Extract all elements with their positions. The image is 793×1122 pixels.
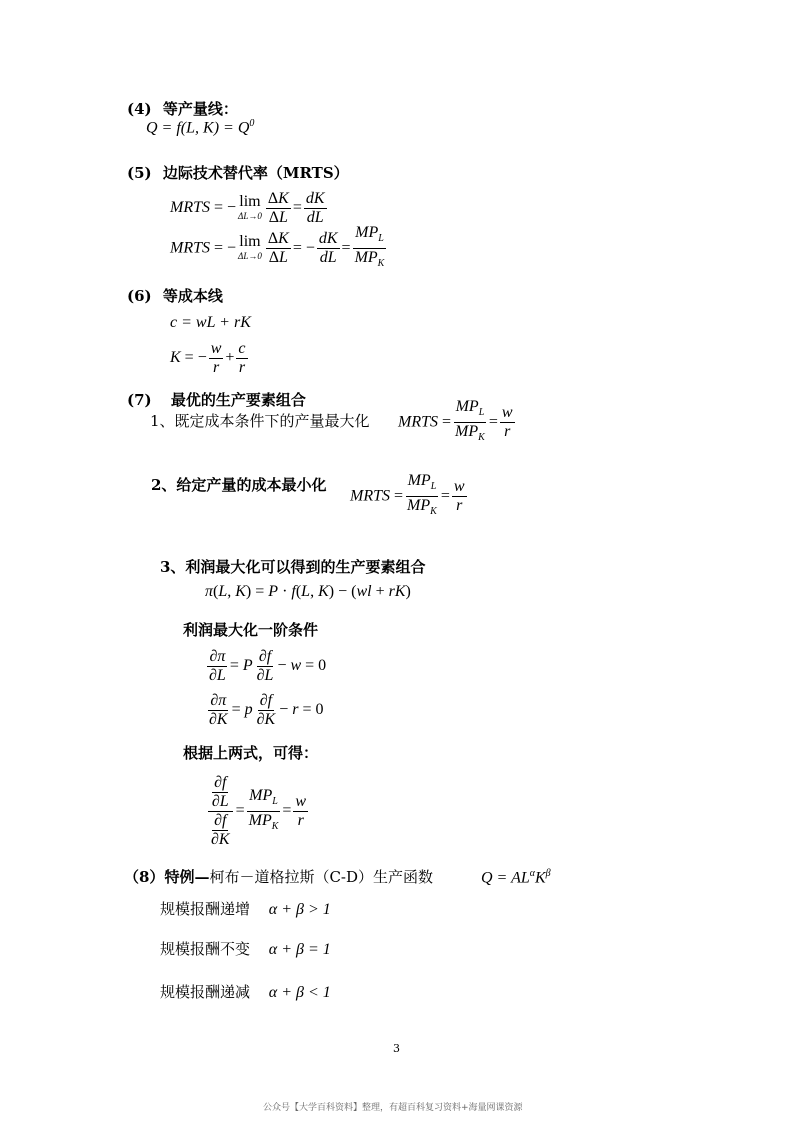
section-8-rest: 柯布－道格拉斯（C-D）生产函数	[209, 868, 434, 886]
section-5-title: 边际技术替代率（MRTS）	[162, 164, 349, 182]
returns-label: 规模报酬递减	[160, 983, 251, 1001]
returns-condition: α + β < 1	[268, 984, 331, 1001]
foc-formula-K: $\frac{\partial\pi}{\partial K}$ = p $\frac{\partial f}{\partial K}$ − r = 0	[209, 692, 324, 728]
section-4-title: 等产量线：	[162, 100, 238, 118]
footer-note: 公众号【大学百科资料】整理，有超百科复习资料+海量网课资源	[263, 1103, 523, 1113]
optimal-formula-2: MRTS = $\frac{MP_L}{MP_K}$ = $\frac{w}{r}$	[350, 472, 465, 518]
returns-row-3	[160, 981, 331, 1002]
returns-condition: α + β > 1	[268, 901, 331, 918]
mrts-formula-1: MRTS = − lim ΔL→0 $\frac{\Delta K}{\Delta L}$ = $\frac{dK}{dL}$	[170, 190, 325, 226]
section-6-number: (6)	[127, 287, 152, 305]
section-5-heading	[127, 162, 349, 183]
optimal-item-2: 2、给定产量的成本最小化	[151, 476, 327, 494]
section-8-heading	[124, 866, 433, 887]
returns-label: 规模报酬不变	[160, 940, 251, 958]
section-6-heading	[127, 285, 223, 306]
section-7-number: (7)	[127, 391, 152, 409]
foc-formula-L: $\frac{\partial\pi}{\partial L}$ = P $\frac{\partial f}{\partial L}$ − w = 0	[209, 648, 327, 684]
returns-row-2	[160, 938, 331, 959]
section-8-title: 特例—	[164, 868, 210, 886]
optimal-item-3: 3、利润最大化可以得到的生产要素组合	[160, 558, 426, 576]
returns-condition: α + β = 1	[268, 941, 331, 958]
section-6-title: 等成本线	[162, 287, 223, 305]
optimal-item-1: 1、既定成本条件下的产量最大化	[150, 412, 370, 430]
profit-function: π(L, K) = P · f(L, K) − (wl + rK)	[205, 583, 411, 600]
optimal-formula-1: MRTS = $\frac{MP_L}{MP_K}$ = $\frac{w}{r}$	[398, 398, 513, 444]
section-8-number: （8）	[124, 868, 165, 886]
isocost-formula-1: c = wL + rK	[170, 314, 251, 331]
section-5-number: (5)	[127, 164, 152, 182]
page-number: 3	[393, 1042, 400, 1055]
section-7-heading	[127, 389, 306, 410]
foc-heading: 利润最大化一阶条件	[183, 621, 319, 639]
section-4-heading	[127, 98, 238, 119]
combined-formula: $\frac{\frac{\partial f}{\partial L}}{\frac{\partial f}{\partial K}}$ = $\frac{MP_L}{MP_K}$ = $\frac{w}{r}$	[205, 774, 310, 849]
returns-row-1	[160, 898, 331, 919]
mrts-formula-2: MRTS = − lim ΔL→0 $\frac{\Delta K}{\Delta L}$ = − $\frac{dK}{dL}$ = $\frac{MP_L}{MP_K}$	[170, 224, 385, 270]
section-4-number: (4)	[127, 100, 152, 118]
cobb-douglas-formula: $Q = AL^\alpha K^\beta$	[481, 868, 551, 887]
combine-heading: 根据上两式，可得：	[183, 744, 319, 762]
section-7-title: 最优的生产要素组合	[170, 391, 306, 409]
isoquant-formula: Q = f(L, $K) = Q^0$	[146, 118, 255, 137]
isocost-formula-2: K = − $\frac{w}{r}$ + $\frac{c}{r}$	[170, 340, 246, 376]
returns-label: 规模报酬递增	[160, 900, 251, 918]
